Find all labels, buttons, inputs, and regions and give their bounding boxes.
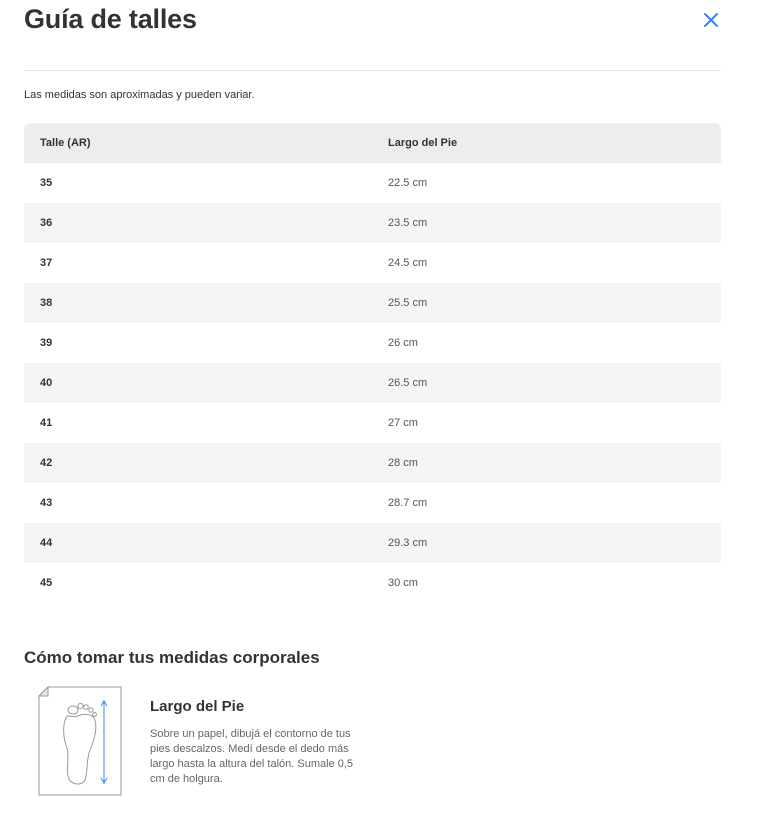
- table-row: [24, 243, 721, 283]
- close-button[interactable]: [701, 10, 721, 30]
- foot-length-cell: 25.5 cm: [388, 297, 428, 309]
- table-row: [24, 443, 721, 483]
- foot-length-cell: 24.5 cm: [388, 257, 428, 269]
- column-header-foot-length: Largo del Pie: [388, 137, 458, 149]
- table-row: [24, 203, 721, 243]
- foot-length-cell: 26.5 cm: [388, 377, 428, 389]
- table-row: [24, 363, 721, 403]
- foot-length-cell: 27 cm: [388, 417, 418, 429]
- modal-header: [24, 0, 721, 71]
- size-cell: 41: [40, 417, 53, 429]
- table-row: [24, 563, 721, 603]
- table-row: [24, 523, 721, 563]
- table-row: [24, 163, 721, 203]
- size-cell: 44: [40, 537, 53, 549]
- table-row: [24, 483, 721, 523]
- table-row: [24, 283, 721, 323]
- size-cell: 36: [40, 217, 53, 229]
- table-row: [24, 403, 721, 443]
- size-cell: 43: [40, 497, 53, 509]
- foot-measure-icon: [38, 686, 122, 796]
- column-header-size: Talle (AR): [40, 137, 91, 149]
- size-cell: 45: [40, 577, 53, 589]
- close-icon: [701, 10, 721, 30]
- size-table: [24, 123, 721, 603]
- foot-length-cell: 29.3 cm: [388, 537, 428, 549]
- foot-length-cell: 26 cm: [388, 337, 418, 349]
- foot-length-cell: 28.7 cm: [388, 497, 428, 509]
- size-cell: 42: [40, 457, 53, 469]
- size-cell: 39: [40, 337, 53, 349]
- foot-length-cell: 22.5 cm: [388, 177, 428, 189]
- size-cell: 40: [40, 377, 53, 389]
- foot-length-cell: 23.5 cm: [388, 217, 428, 229]
- table-header: [24, 123, 721, 163]
- foot-length-cell: 30 cm: [388, 577, 418, 589]
- size-cell: 35: [40, 177, 53, 189]
- size-cell: 37: [40, 257, 53, 269]
- page-title: Guía de talles: [24, 4, 197, 34]
- measure-title: Largo del Pie: [150, 698, 245, 715]
- section-title: Cómo tomar tus medidas corporales: [24, 648, 320, 667]
- table-row: [24, 323, 721, 363]
- size-cell: 38: [40, 297, 53, 309]
- disclaimer-text: Las medidas son aproximadas y pueden variar.: [24, 89, 255, 101]
- table-body: [24, 163, 721, 603]
- foot-length-cell: 28 cm: [388, 457, 418, 469]
- measure-description: Sobre un papel, dibujá el contorno de tus pies descalzos. Medí desde el dedo más largo hasta la altura del talón. Sumale 0,5 cm de holgura.: [150, 728, 354, 785]
